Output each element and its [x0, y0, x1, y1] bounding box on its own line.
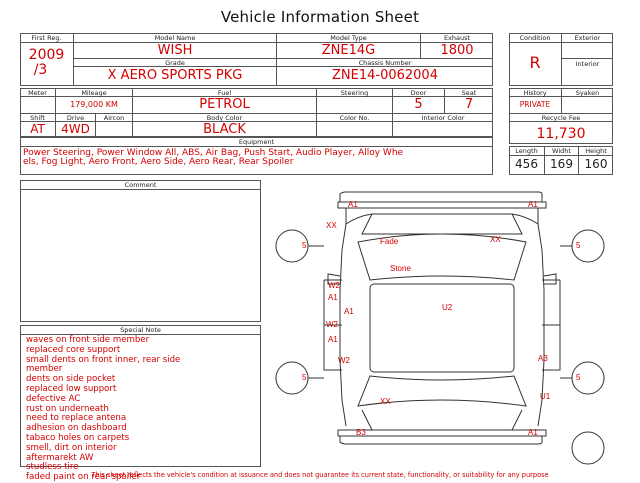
equipment-line-1: Power Steering, Power Window All, ABS, Air Bag, Push Start, Audio Player, Alloy Whe — [23, 148, 404, 158]
exterior-label: Exterior — [574, 34, 601, 42]
note-item: replaced low support — [26, 383, 117, 394]
seat-label: Seat — [461, 89, 477, 97]
chassis-number-label: Chassis Number — [358, 59, 412, 67]
width-value: 169 — [550, 157, 573, 171]
mark-hood-fade: Fade — [380, 237, 399, 246]
mark-rear-right-bumper: A1 — [528, 428, 538, 437]
color-no-label: Color No. — [339, 114, 370, 122]
grade-label: Grade — [165, 59, 185, 67]
mark-windshield: Stone — [390, 264, 411, 273]
mark-wheel-fl: 5 — [302, 241, 307, 250]
door-label: Door — [410, 89, 427, 97]
mark-roof: U2 — [442, 303, 453, 312]
first-reg-year: 2009 — [28, 47, 65, 63]
mark-left-front-a1b: A1 — [344, 307, 354, 316]
comment-box — [20, 180, 261, 322]
meter-label: Meter — [28, 89, 47, 97]
history-value: PRIVATE — [519, 100, 551, 109]
note-item: member — [26, 364, 63, 375]
condition-label: Condition — [519, 34, 551, 42]
mark-hood-left: XX — [326, 221, 337, 230]
note-item: waves on front side member — [26, 335, 150, 345]
fuel-label: Fuel — [217, 89, 232, 97]
mark-left-rear-w2: W2 — [326, 320, 338, 329]
drive-value: 4WD — [61, 122, 90, 136]
note-item: aftermarekt AW — [26, 452, 94, 463]
exhaust-label: Exhaust — [443, 34, 471, 42]
shift-label: Shift — [30, 114, 45, 122]
width-label: Widht — [552, 147, 571, 155]
note-item: small dents on front inner, rear side — [26, 354, 181, 365]
exhaust-value: 1800 — [440, 43, 474, 58]
fuel-value: PETROL — [199, 97, 250, 112]
first-reg-month: /3 — [33, 62, 48, 78]
history-label: History — [523, 89, 547, 97]
mark-rear-xx: XX — [380, 397, 391, 406]
special-note-label: Special Note — [120, 326, 161, 334]
note-item: adhesion on dashboard — [26, 423, 127, 434]
interior-label: Interior — [575, 60, 600, 68]
note-item: dents on side pocket — [26, 374, 116, 385]
door-value: 5 — [414, 97, 423, 112]
steering-label: Steering — [340, 89, 369, 97]
mark-hood-right: XX — [490, 235, 501, 244]
mark-left-rear-a1: A1 — [328, 335, 338, 344]
length-value: 456 — [515, 157, 538, 171]
mark-left-rear-w2b: W2 — [338, 356, 350, 365]
recycle-fee-label: Recycle Fee — [541, 114, 581, 122]
mark-left-front-w2: W2 — [328, 281, 340, 290]
seat-value: 7 — [464, 97, 474, 112]
syaken-label: Syaken — [575, 89, 600, 97]
chassis-number-value: ZNE14-0062004 — [332, 68, 438, 83]
mark-front-left-bumper: A1 — [348, 200, 358, 209]
body-color-label: Body Color — [206, 114, 243, 122]
condition-value: R — [529, 53, 541, 72]
model-type-label: Model Type — [330, 34, 367, 42]
note-item: rust on underneath — [26, 403, 109, 414]
interior-color-label: Interior Color — [421, 114, 465, 122]
mileage-value: 179,000 KM — [70, 100, 118, 109]
mark-wheel-rr: 5 — [576, 373, 581, 382]
note-item: studless tire — [26, 462, 79, 473]
mark-front-right-bumper: A1 — [528, 200, 538, 209]
recycle-fee-value: 11,730 — [536, 126, 586, 142]
height-value: 160 — [584, 157, 608, 171]
mileage-label: Mileage — [81, 89, 107, 97]
mark-rear-left-bumper: B3 — [356, 428, 366, 437]
mark-wheel-rl: 5 — [302, 373, 307, 382]
aircon-label: Aircon — [103, 114, 125, 122]
special-note-list — [26, 336, 180, 483]
model-name-value: WISH — [157, 43, 193, 58]
disclaimer: This sheet reflects the vehicle's condition at issuance and does not guarantee its current state, functionality, or suitability for any purpose — [91, 471, 549, 479]
note-item: need to replace antena — [26, 413, 127, 424]
length-label: Length — [515, 147, 538, 155]
sheet-title: Vehicle Information Sheet — [220, 8, 420, 26]
shift-value: AT — [30, 122, 45, 136]
grade-value: X AERO SPORTS PKG — [107, 68, 243, 83]
mark-right-rear-a3: A3 — [538, 354, 548, 363]
drive-label: Drive — [66, 114, 85, 122]
body-color-value: BLACK — [203, 122, 246, 137]
equipment-line-2: els, Fog Light, Aero Front, Aero Side, Aero Rear, Rear Spoiler — [23, 157, 294, 167]
car-damage-diagram — [262, 180, 622, 468]
note-item: defective AC — [26, 393, 81, 404]
model-name-label: Model Name — [154, 34, 196, 42]
note-item: smell, dirt on interior — [26, 442, 117, 453]
note-item: tabaco holes on carpets — [26, 432, 130, 443]
mark-right-rear-u1: U1 — [540, 392, 551, 401]
model-type-value: ZNE14G — [321, 43, 376, 58]
equipment-label: Equipment — [238, 138, 275, 146]
mark-wheel-fr: 5 — [576, 241, 581, 250]
note-item: replaced core support — [26, 344, 121, 355]
first-reg-label: First Reg. — [31, 34, 62, 42]
mark-left-front-a1: A1 — [328, 293, 338, 302]
note-item: faded paint on rear spoiler — [26, 472, 141, 483]
comment-label: Comment — [124, 181, 157, 189]
height-label: Height — [585, 147, 607, 155]
